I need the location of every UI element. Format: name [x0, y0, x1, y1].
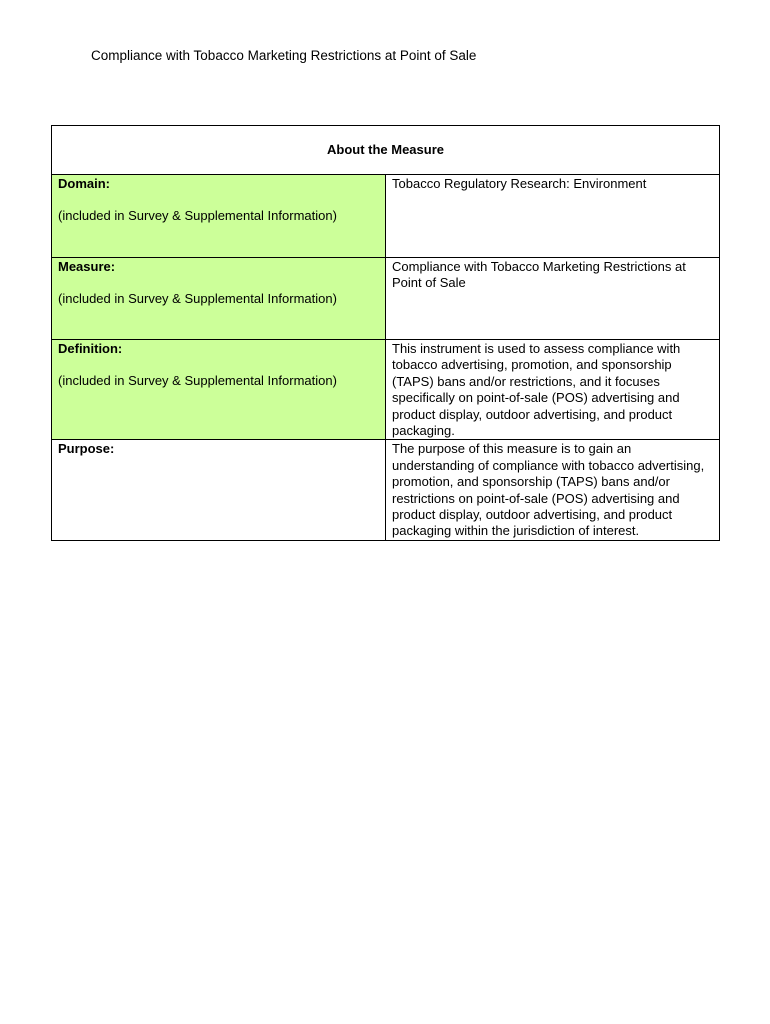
document-title: Compliance with Tobacco Marketing Restrictions at Point of Sale	[91, 48, 477, 63]
measure-label-cell	[52, 258, 386, 340]
table-row-definition	[52, 340, 720, 440]
table-header: About the Measure	[52, 126, 720, 175]
table-row-purpose	[52, 440, 720, 540]
measure-label: Measure:	[58, 259, 116, 274]
definition-label-cell	[52, 340, 386, 440]
table-header-row	[52, 126, 720, 175]
domain-note: (included in Survey & Supplemental Information)	[58, 208, 337, 224]
measure-note: (included in Survey & Supplemental Information)	[58, 291, 337, 307]
about-measure-table	[51, 125, 720, 541]
purpose-value: The purpose of this measure is to gain an understanding of compliance with tobacco advertising, promotion, and sponsorship (TAPS) bans and/or restrictions on point-of-sale (POS) advertising and product display, outdoor advertising, and product packaging within the jurisdiction of interest.	[386, 440, 720, 540]
table-row-domain	[52, 175, 720, 258]
purpose-label: Purpose:	[58, 441, 115, 457]
domain-label-cell	[52, 175, 386, 258]
definition-note: (included in Survey & Supplemental Information)	[58, 373, 337, 389]
domain-value: Tobacco Regulatory Research: Environment	[386, 175, 720, 258]
definition-value: This instrument is used to assess compliance with tobacco advertising, promotion, and sponsorship (TAPS) bans and/or restrictions, and it focuses specifically on point-of-sale (POS) advertising and product display, outdoor advertising, and product packaging.	[386, 340, 720, 440]
measure-value: Compliance with Tobacco Marketing Restrictions at Point of Sale	[386, 258, 720, 340]
definition-label: Definition:	[58, 341, 123, 356]
purpose-label-cell	[52, 440, 386, 540]
table-row-measure	[52, 258, 720, 340]
domain-label: Domain:	[58, 176, 110, 191]
